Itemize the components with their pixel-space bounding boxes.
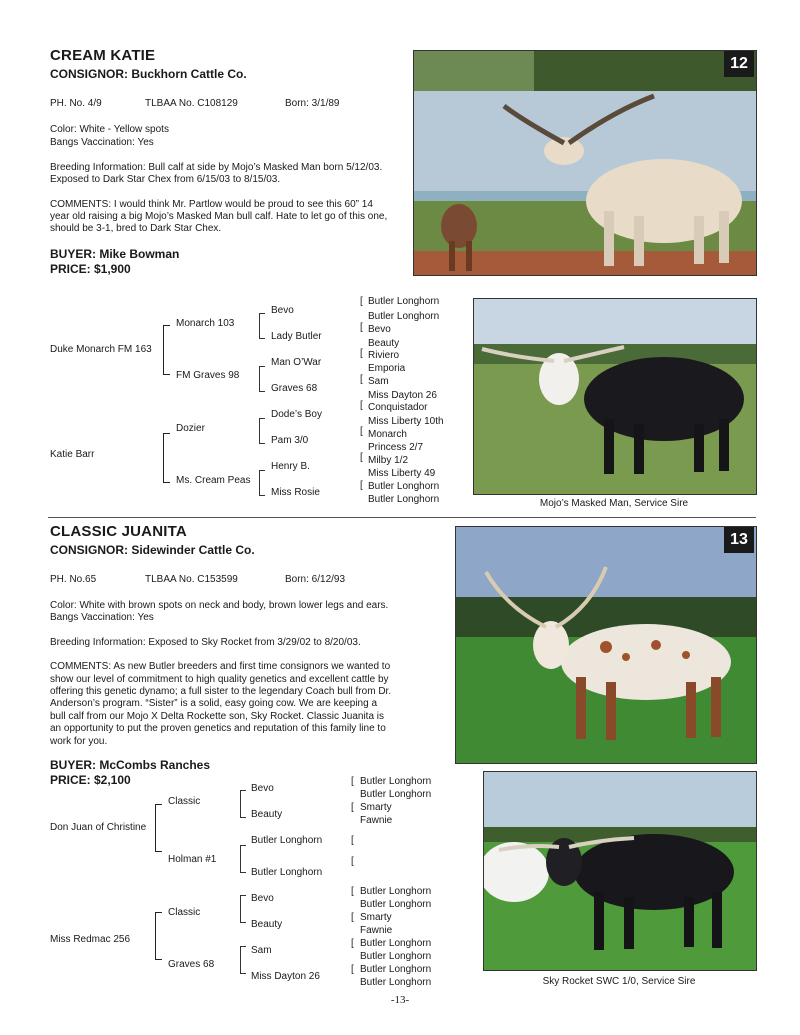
lot-12-great-grandparent: Miss Dayton 26 xyxy=(368,390,437,401)
lot-13-great-grandparent: Butler Longhorn xyxy=(360,938,432,949)
lot-13-grandparent: Bevo xyxy=(251,893,274,904)
lot-13-gg-bracket: [ xyxy=(351,802,354,813)
lot-13-great-grandparent: Smarty xyxy=(360,802,392,813)
lot-12-born: Born: 3/1/89 xyxy=(285,98,340,109)
lot-13-service-sire-photo xyxy=(483,771,757,971)
lot-12-number-badge: 12 xyxy=(724,51,754,77)
lot-13-grandparent: Butler Longhorn xyxy=(251,867,323,878)
lot-12-sire-sire: Monarch 103 xyxy=(176,318,235,329)
lot-12-dam-dam: Ms. Cream Peas xyxy=(176,475,251,486)
lot-13-great-grandparent: Butler Longhorn xyxy=(360,789,432,800)
lot-13-grandparent: Beauty xyxy=(251,809,283,820)
lot-12-breeding-line-2: Exposed to Dark Star Chex from 6/15/03 to 8/15/03. xyxy=(50,174,281,185)
lot-13-great-grandparent: Butler Longhorn xyxy=(360,899,432,910)
lot-13-photo xyxy=(455,526,757,764)
lot-12-grandparent: Man O’War xyxy=(271,357,322,368)
lot-12-ph-number: PH. No. 4/9 xyxy=(50,98,102,109)
lot-13-buyer: BUYER: McCombs Ranches xyxy=(50,758,211,772)
lot-12-dam-bracket xyxy=(163,433,170,483)
lot-13-comments-line-6: an opportunity to put the proven genetics and reputation of this family line to xyxy=(50,723,386,734)
lot-12-sire-dam: FM Graves 98 xyxy=(176,370,240,381)
lot-13-grandparent: Miss Dayton 26 xyxy=(251,971,320,982)
lot-12-great-grandparent: Miss Liberty 49 xyxy=(368,468,436,479)
lot-13-dam-dam: Graves 68 xyxy=(168,959,215,970)
lot-13-gg-bracket: [ xyxy=(351,938,354,949)
lot-12-great-grandparent: Miss Liberty 10th xyxy=(368,416,444,427)
lot-12-great-grandparent: Monarch xyxy=(368,429,407,440)
lot-12-great-grandparent: Riviero xyxy=(368,350,400,361)
lot-12-g-bracket-4 xyxy=(259,470,265,496)
lot-13-g-bracket-4 xyxy=(240,946,246,974)
lot-12-great-grandparent: Princess 2/7 xyxy=(368,442,424,453)
lot-13-great-grandparent: Butler Longhorn xyxy=(360,964,432,975)
lot-12-dam: Katie Barr xyxy=(50,449,95,460)
lot-12-photo xyxy=(413,50,757,276)
lot-12-great-grandparent: Butler Longhorn xyxy=(368,311,440,322)
lot-12-consignor: CONSIGNOR: Buckhorn Cattle Co. xyxy=(50,67,247,81)
lot-13-g-bracket-3 xyxy=(240,895,246,923)
lot-12-service-sire-photo xyxy=(473,298,757,495)
lot-13-gg-bracket: [ xyxy=(351,964,354,975)
lot-12-comments-line-1: COMMENTS: I would think Mr. Partlow would be proud to see this 60” 14 xyxy=(50,199,373,210)
lot-13-gg-bracket: [ xyxy=(351,835,354,846)
lot-12-great-grandparent: Beauty xyxy=(368,338,400,349)
lot-13-comments-line-4: Anderson’s program. “Sister” is a solid, easy going cow. We are keeping a xyxy=(50,698,378,709)
lot-12-sire: Duke Monarch FM 163 xyxy=(50,344,152,355)
lot-13-dam-sire: Classic xyxy=(168,907,201,918)
lot-13-great-grandparent: Butler Longhorn xyxy=(360,776,432,787)
lot-13-great-grandparent: Fawnie xyxy=(360,815,393,826)
lot-13-gg-bracket: [ xyxy=(351,886,354,897)
lot-13-grandparent: Sam xyxy=(251,945,272,956)
lot-13-tlbaa-number: TLBAA No. C153599 xyxy=(145,574,238,585)
lot-13-dam-bracket xyxy=(155,912,162,960)
lot-12-title: CREAM KATIE xyxy=(50,47,156,64)
lot-13-comments-line-3: offering this genetic dynamo; a full sister to the legendary Coach bull from Dr. xyxy=(50,686,392,697)
lot-12-gg-bracket: [ xyxy=(360,426,363,437)
lot-13-comments-line-2: show our level of commitment to high quality genetics and excellent cattle by xyxy=(50,674,389,685)
lot-13-gg-bracket: [ xyxy=(351,912,354,923)
lot-12-gg-bracket: [ xyxy=(360,296,363,307)
lot-12-great-grandparent: Conquistador xyxy=(368,402,428,413)
lot-13-born: Born: 6/12/93 xyxy=(285,574,346,585)
lot-13-consignor: CONSIGNOR: Sidewinder Cattle Co. xyxy=(50,543,255,557)
lot-12-great-grandparent: Bevo xyxy=(368,324,391,335)
lot-12-great-grandparent: Butler Longhorn xyxy=(368,481,440,492)
lot-12-gg-bracket: [ xyxy=(360,480,363,491)
lot-13-great-grandparent: Butler Longhorn xyxy=(360,977,432,988)
lot-12-breeding-line-1: Breeding Information: Bull calf at side by Mojo’s Masked Man born 5/12/03. xyxy=(50,162,383,173)
lot-13-great-grandparent: Butler Longhorn xyxy=(360,951,432,962)
lot-13-ph-number: PH. No.65 xyxy=(50,574,97,585)
lot-13-great-grandparent: Smarty xyxy=(360,912,392,923)
lot-13-color: Color: White with brown spots on neck and body, brown lower legs and ears. xyxy=(50,600,389,611)
lot-13-grandparent: Beauty xyxy=(251,919,283,930)
lot-12-grandparent: Graves 68 xyxy=(271,383,318,394)
lot-12-sire-bracket xyxy=(163,325,170,375)
lot-13-g-bracket-2 xyxy=(240,845,246,873)
lot-12-g-bracket-2 xyxy=(259,366,265,392)
lot-12-tlbaa-number: TLBAA No. C108129 xyxy=(145,98,238,109)
lot-13-great-grandparent: Fawnie xyxy=(360,925,393,936)
lot-12-gg-bracket: [ xyxy=(360,400,363,411)
lot-13-great-grandparent: Butler Longhorn xyxy=(360,886,432,897)
lot-12-buyer: BUYER: Mike Bowman xyxy=(50,247,180,261)
lot-13-title: CLASSIC JUANITA xyxy=(50,523,187,540)
lot-12-grandparent: Henry B. xyxy=(271,461,310,472)
lot-12-great-grandparent: Milby 1/2 xyxy=(368,455,409,466)
lot-13-gg-bracket: [ xyxy=(351,776,354,787)
lot-12-grandparent: Bevo xyxy=(271,305,294,316)
lot-12-service-sire-caption: Mojo’s Masked Man, Service Sire xyxy=(539,498,689,509)
lot-12-great-grandparent: Sam xyxy=(368,376,389,387)
lot-12-gg-bracket: [ xyxy=(360,452,363,463)
lot-13-g-bracket-1 xyxy=(240,790,246,818)
lot-12-price: PRICE: $1,900 xyxy=(50,262,131,276)
lot-12-g-bracket-1 xyxy=(259,313,265,339)
lot-12-gg-bracket: [ xyxy=(360,322,363,333)
lot-12-comments-line-3: should be 3-1, bred to Dark Star Chex. xyxy=(50,223,222,234)
lot-12-great-grandparent: Butler Longhorn xyxy=(368,494,440,505)
lot-13-grandparent: Butler Longhorn xyxy=(251,835,323,846)
lot-12-great-grandparent: Emporia xyxy=(368,363,406,374)
lot-13-price: PRICE: $2,100 xyxy=(50,773,131,787)
lot-12-gg-bracket: [ xyxy=(360,348,363,359)
lot-12-grandparent: Lady Butler xyxy=(271,331,322,342)
lot-12-color: Color: White - Yellow spots xyxy=(50,124,169,135)
lot-13-number-badge: 13 xyxy=(724,527,754,553)
lot-13-bangs: Bangs Vaccination: Yes xyxy=(50,612,154,623)
lot-12-great-grandparent: Butler Longhorn xyxy=(368,296,440,307)
lot-12-dam-sire: Dozier xyxy=(176,423,205,434)
lot-12-grandparent: Miss Rosie xyxy=(271,487,320,498)
section-divider xyxy=(48,517,756,518)
lot-12-comments-line-2: year old raising a big Mojo’s Masked Man bull calf. Hate to let go of this one, xyxy=(50,211,388,222)
lot-13-service-sire-caption: Sky Rocket SWC 1/0, Service Sire xyxy=(542,976,696,987)
lot-13-sire: Don Juan of Christine xyxy=(50,822,147,833)
lot-13-comments-line-1: COMMENTS: As new Butler breeders and first time consignors we wanted to xyxy=(50,661,391,672)
lot-13-dam: Miss Redmac 256 xyxy=(50,934,131,945)
lot-13-gg-bracket: [ xyxy=(351,856,354,867)
lot-13-breeding: Breeding Information: Exposed to Sky Rocket from 3/29/02 to 8/20/03. xyxy=(50,637,361,648)
lot-12-g-bracket-3 xyxy=(259,418,265,444)
lot-13-grandparent: Bevo xyxy=(251,783,274,794)
lot-13-sire-bracket xyxy=(155,804,162,852)
lot-13-sire-sire: Classic xyxy=(168,796,201,807)
lot-13-comments-line-7: work for you. xyxy=(50,736,108,747)
lot-12-bangs: Bangs Vaccination: Yes xyxy=(50,137,154,148)
lot-12-grandparent: Pam 3/0 xyxy=(271,435,309,446)
lot-12-gg-bracket: [ xyxy=(360,374,363,385)
page-number: -13- xyxy=(390,994,410,1006)
lot-13-sire-dam: Holman #1 xyxy=(168,854,217,865)
lot-13-comments-line-5: bull calf from our Mojo X Delta Rockette son, Sky Rocket. Classic Juanita is xyxy=(50,711,385,722)
lot-12-grandparent: Dode’s Boy xyxy=(271,409,322,420)
